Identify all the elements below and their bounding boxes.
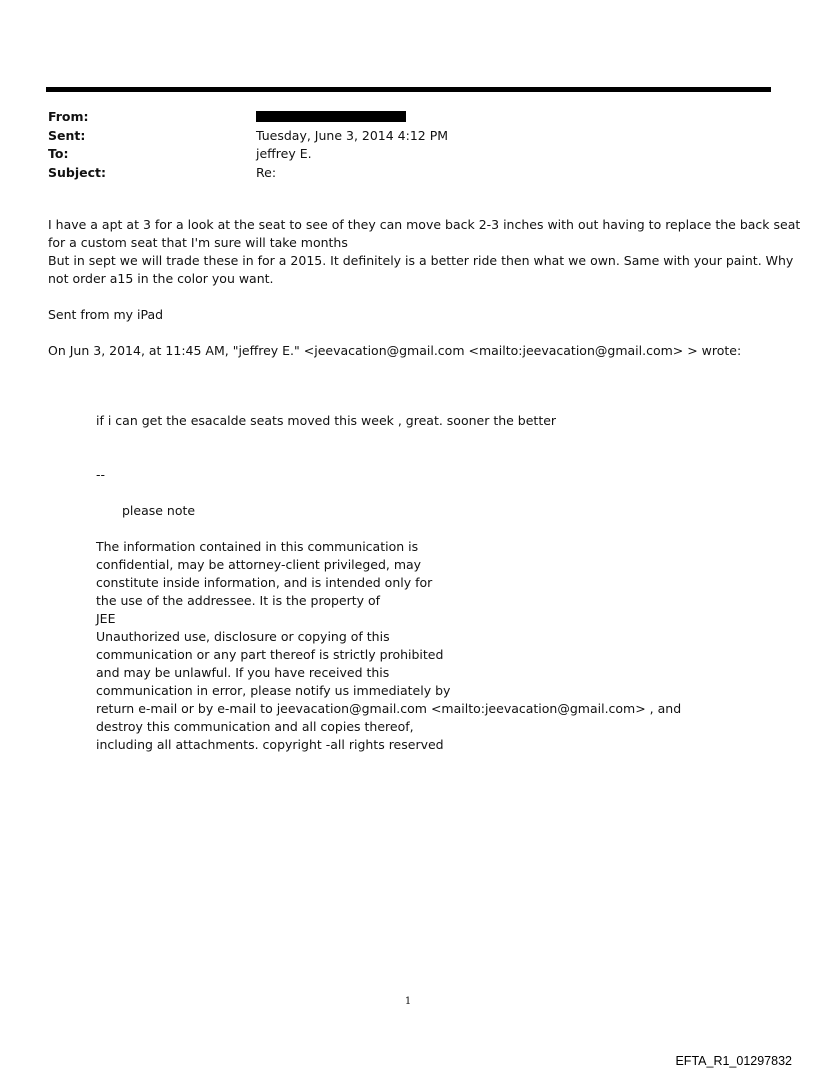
spacer [48, 288, 778, 306]
sent-value: Tuesday, June 3, 2014 4:12 PM [256, 127, 449, 143]
to-label: To: [48, 146, 69, 161]
spacer [96, 484, 736, 502]
disclaimer-line: communication or any part thereof is strictly prohibited [96, 647, 444, 662]
signature-separator: -- [96, 467, 106, 482]
sent-row [48, 127, 748, 146]
to-row [48, 145, 748, 164]
quoted-message [96, 412, 736, 754]
from-label: From: [48, 109, 89, 124]
spacer [96, 430, 736, 448]
quoted-text: if i can get the esacalde seats moved this week , great. sooner the better [96, 413, 557, 428]
subject-value: Re: [256, 164, 277, 180]
spacer [96, 448, 736, 466]
redaction-block [256, 111, 406, 122]
note-heading: please note [122, 503, 196, 518]
spacer [48, 324, 778, 342]
message-line: I have a apt at 3 for a look at the seat to see of they can move back 2-3 inches with out having to replace the back seat [48, 217, 801, 232]
reply-intro: On Jun 3, 2014, at 11:45 AM, "jeffrey E." <jeevacation@gmail.com <mailto:jeevacation@gmail.com> > wrote: [48, 343, 742, 358]
disclaimer-line: the use of the addressee. It is the property of [96, 593, 381, 608]
subject-label: Subject: [48, 164, 106, 180]
message-line: for a custom seat that I'm sure will take months [48, 235, 348, 250]
subject-row [48, 164, 748, 183]
message-body [48, 216, 801, 360]
page-number: 1 [404, 996, 412, 1007]
disclaimer-line: including all attachments. copyright -all rights reserved [96, 737, 444, 752]
disclaimer-line: and may be unlawful. If you have received this [96, 665, 390, 680]
from-value [256, 108, 406, 127]
disclaimer-line: destroy this communication and all copies thereof, [96, 719, 414, 734]
disclaimer-line: JEE [96, 611, 116, 626]
disclaimer-line: confidential, may be attorney-client privileged, may [96, 557, 422, 572]
disclaimer-line: return e-mail or by e-mail to jeevacation@gmail.com <mailto:jeevacation@gmail.com> , and [96, 701, 682, 716]
spacer [96, 520, 736, 538]
sent-label: Sent: [48, 127, 86, 143]
document-id: EFTA_R1_01297832 [675, 1054, 792, 1068]
header-divider [46, 87, 771, 92]
email-header [48, 108, 748, 182]
signature: Sent from my iPad [48, 307, 164, 322]
disclaimer-line: Unauthorized use, disclosure or copying of this [96, 629, 390, 644]
disclaimer-line: The information contained in this communication is [96, 539, 419, 554]
disclaimer-line: communication in error, please notify us immediately by [96, 683, 451, 698]
message-line: But in sept we will trade these in for a 2015. It definitely is a better ride then what we own. Same with your paint. Why [48, 253, 794, 268]
to-value: jeffrey E. [256, 146, 312, 161]
disclaimer-line: constitute inside information, and is intended only for [96, 575, 433, 590]
from-row [48, 108, 748, 127]
message-line: not order a15 in the color you want. [48, 271, 274, 286]
